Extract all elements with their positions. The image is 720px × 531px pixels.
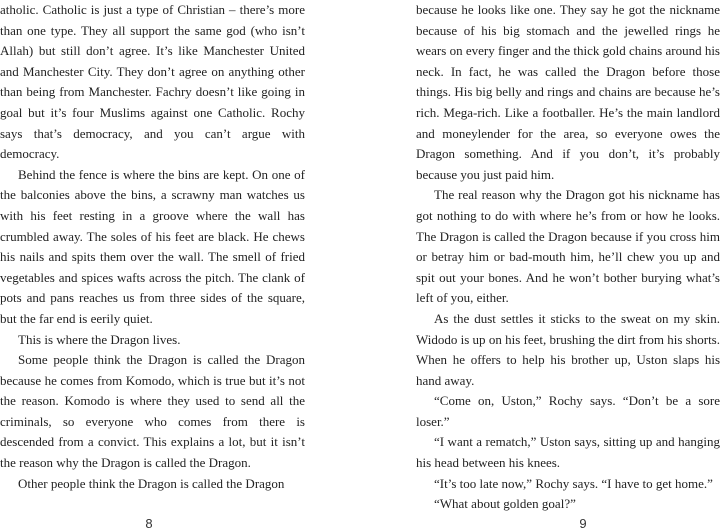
paragraph: As the dust settles it sticks to the sweat on my skin. Widodo is up on his feet, brushing the dirt from his shorts. When he offers to help his brother up, Uston slaps his hand away. (416, 310, 720, 388)
right-page-text (416, 0, 720, 515)
paragraph: Some people think the Dragon is called the Dragon because he comes from Komodo, which is true but it’s not the reason. Komodo is where they used to send all the criminals, so everyone who comes from there is descended from a convict. This explains a lot, but it isn’t the reason why the Dragon is called the Dragon. (0, 352, 305, 471)
left-page (0, 0, 305, 531)
right-page (416, 0, 720, 531)
paragraph: “What about golden goal?” (434, 496, 576, 512)
paragraph: “Come on, Uston,” Rochy says. “Don’t be a sore loser.” (416, 393, 720, 429)
paragraph: atholic. Catholic is just a type of Christian – there’s more than one type. They all support the same god (who isn’t Allah) but still don’t agree. It’s like Manchester United and Manchester City. They don’t agree on anything other than being from Manchester. Fachry doesn’t like going in goal but it’s four Muslims against one Catholic. Rochy says that’s democracy, and you can’t argue with democracy. (0, 2, 305, 162)
left-page-text (0, 0, 305, 494)
paragraph: because he looks like one. They say he got the nickname because of his big stomach and the jewelled rings he wears on every finger and the thick gold chains around his neck. In fact, he was called the Dragon before those things. His big belly and rings and chains are because he’s rich. Mega-rich. Like a footballer. He’s the main landlord and moneylender for the area, so everyone owes the Dragon something. And if you don’t, it’s probably because you just paid him. (416, 2, 720, 182)
paragraph: Other people think the Dragon is called the Dragon (18, 475, 285, 491)
page-number: 8 (145, 516, 153, 531)
paragraph: “I want a rematch,” Uston says, sitting up and hanging his head between his knees. (416, 434, 720, 471)
paragraph: “It’s too late now,” Rochy says. “I have to get home.” (434, 475, 713, 491)
paragraph: The real reason why the Dragon got his nickname has got nothing to do with where he’s from or how he looks. The Dragon is called the Dragon because if you cross him or betray him or bad-mouth him, he’ll chew you up and spit out your bones. And he won’t bother burying what’s left of you, either. (416, 187, 720, 306)
page-number: 9 (579, 516, 587, 531)
paragraph: This is where the Dragon lives. (18, 331, 181, 347)
paragraph: Behind the fence is where the bins are kept. On one of the balconies above the bins, a scrawny man watches us with his feet resting in a groove where the wall has crumbled away. The soles of his feet are black. He chews his nails and spits them over the wall. The smell of fried vegetables and spices wafts across the pitch. The clank of pots and pans reaches us from three sides of the square, but the far end is eerily quiet. (0, 166, 305, 326)
